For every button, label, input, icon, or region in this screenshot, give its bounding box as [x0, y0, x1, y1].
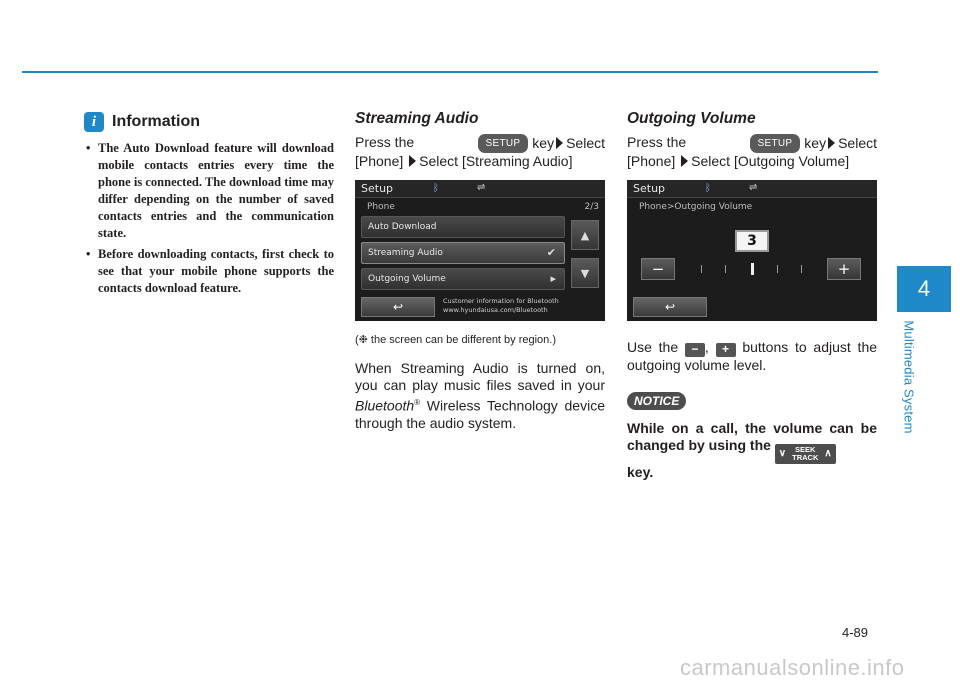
bluetooth-word: Bluetooth — [355, 397, 415, 414]
chapter-title-text: Multimedia System — [901, 320, 917, 434]
watermark: carmanualsonline.info — [680, 655, 905, 680]
registered-mark: ® — [414, 398, 421, 407]
triangle-up-icon: ▲ — [580, 228, 590, 242]
customer-info-line: Customer information for Bluetooth — [443, 297, 559, 305]
key-text: key — [532, 135, 555, 151]
comma-text: , — [704, 339, 709, 355]
seek-track-key — [775, 444, 836, 464]
plus-button-icon: + — [716, 343, 736, 357]
volume-tick — [777, 265, 778, 273]
use-the-text: Use the — [627, 339, 679, 355]
press-text: Press the — [355, 134, 415, 150]
chevron-down-icon: ∨ — [778, 448, 787, 459]
arrow-icon — [828, 137, 835, 149]
volume-tick — [701, 265, 702, 273]
screen-header — [627, 180, 877, 198]
menu-item-outgoing-volume[interactable] — [361, 268, 565, 290]
information-header — [84, 112, 334, 132]
volume-minus-button[interactable]: − — [641, 258, 675, 280]
chevron-up-icon: ∧ — [824, 448, 832, 459]
screen-header — [355, 180, 605, 198]
streaming-audio-body — [355, 360, 605, 432]
setup-key: SETUP — [750, 134, 801, 153]
outgoing-volume-instructions — [627, 134, 877, 170]
body-text: When Streaming Audio is turned on, you can play music files saved in your — [355, 360, 605, 393]
usb-icon: ⇌ — [749, 182, 758, 193]
menu-item-streaming-audio[interactable] — [361, 242, 565, 264]
back-arrow-icon: ↩ — [664, 300, 676, 314]
arrow-icon — [681, 155, 688, 167]
phone-step: [Phone] — [355, 153, 404, 169]
screen-subtitle: Phone>Outgoing Volume — [639, 202, 753, 212]
minus-button-icon: − — [685, 343, 705, 357]
arrow-icon — [409, 155, 416, 167]
volume-plus-button[interactable]: + — [827, 258, 861, 280]
volume-tick — [725, 265, 726, 273]
menu-item-label: Auto Download — [368, 222, 437, 232]
arrow-icon — [556, 137, 563, 149]
outgoing-step: Select [Outgoing Volume] — [691, 153, 850, 169]
top-rule — [22, 71, 878, 73]
screen-caption: (❉ the screen can be different by region.) — [355, 334, 557, 346]
select-text: Select — [838, 135, 877, 151]
info-icon: i — [84, 112, 104, 132]
back-button[interactable] — [361, 297, 435, 317]
customer-info — [443, 297, 559, 315]
screen-title: Setup — [633, 182, 666, 195]
information-bullet-1: • The Auto Download feature will download mobile contacts entries every time the phone is connected. The download time may differ depending on the number of saved contacts entries and the communication state. — [84, 140, 334, 242]
chapter-title — [898, 313, 920, 441]
menu-item-label: Outgoing Volume — [368, 274, 446, 284]
volume-current-tick — [751, 263, 754, 275]
outgoing-volume-title: Outgoing Volume — [627, 110, 756, 127]
seek-label: SEEK — [795, 444, 816, 454]
select-text: Select — [566, 135, 605, 151]
streaming-audio-instructions — [355, 134, 605, 170]
streaming-audio-screen — [355, 180, 605, 321]
chapter-tab: 4 — [897, 266, 951, 312]
volume-value: 3 — [735, 230, 769, 252]
bluetooth-icon: ᛒ — [433, 183, 439, 194]
notice-text — [627, 420, 877, 481]
body-text-2: Wireless Technology device through the audio system. — [355, 397, 605, 431]
volume-adjust-text — [627, 339, 877, 374]
scroll-up-button[interactable] — [571, 220, 599, 250]
customer-info-url: www.hyundaiusa.com/Bluetooth — [443, 306, 548, 314]
chevron-right-icon: ▸ — [550, 272, 556, 285]
information-title: Information — [112, 113, 200, 130]
adjust-volume-text: buttons to adjust the outgoing volume level. — [627, 339, 878, 373]
bluetooth-icon: ᛒ — [705, 183, 711, 194]
press-text: Press the — [627, 134, 687, 150]
notice-body: While on a call, the volume can be changed by using the — [627, 420, 877, 453]
streaming-step: Select [Streaming Audio] — [419, 153, 573, 169]
page-number: 4-89 — [842, 625, 869, 640]
menu-item-label: Streaming Audio — [368, 248, 443, 258]
back-button[interactable] — [633, 297, 707, 317]
notice-badge: NOTICE — [627, 392, 686, 410]
volume-tick — [801, 265, 802, 273]
outgoing-volume-screen — [627, 180, 877, 321]
usb-icon: ⇌ — [477, 182, 486, 193]
back-arrow-icon: ↩ — [392, 300, 404, 314]
outgoing-volume-section — [627, 110, 877, 481]
information-box — [84, 112, 334, 301]
screen-subtitle: Phone — [367, 202, 395, 212]
setup-key: SETUP — [478, 134, 529, 153]
scroll-down-button[interactable] — [571, 258, 599, 288]
screen-page-indicator: 2/3 — [584, 202, 599, 212]
track-label: TRACK — [792, 452, 819, 462]
information-list — [84, 140, 334, 297]
triangle-down-icon: ▼ — [580, 266, 590, 280]
streaming-audio-section — [355, 110, 605, 432]
menu-item-auto-download[interactable] — [361, 216, 565, 238]
streaming-audio-title: Streaming Audio — [355, 110, 479, 127]
checkmark-icon: ✔ — [546, 246, 556, 259]
phone-step: [Phone] — [627, 153, 676, 169]
screen-title: Setup — [361, 182, 394, 195]
notice-key-text: key. — [627, 463, 654, 480]
key-text: key — [804, 135, 827, 151]
information-bullet-2: • Before downloading contacts, first check to see that your mobile phone supports the contacts download feature. — [84, 246, 334, 297]
